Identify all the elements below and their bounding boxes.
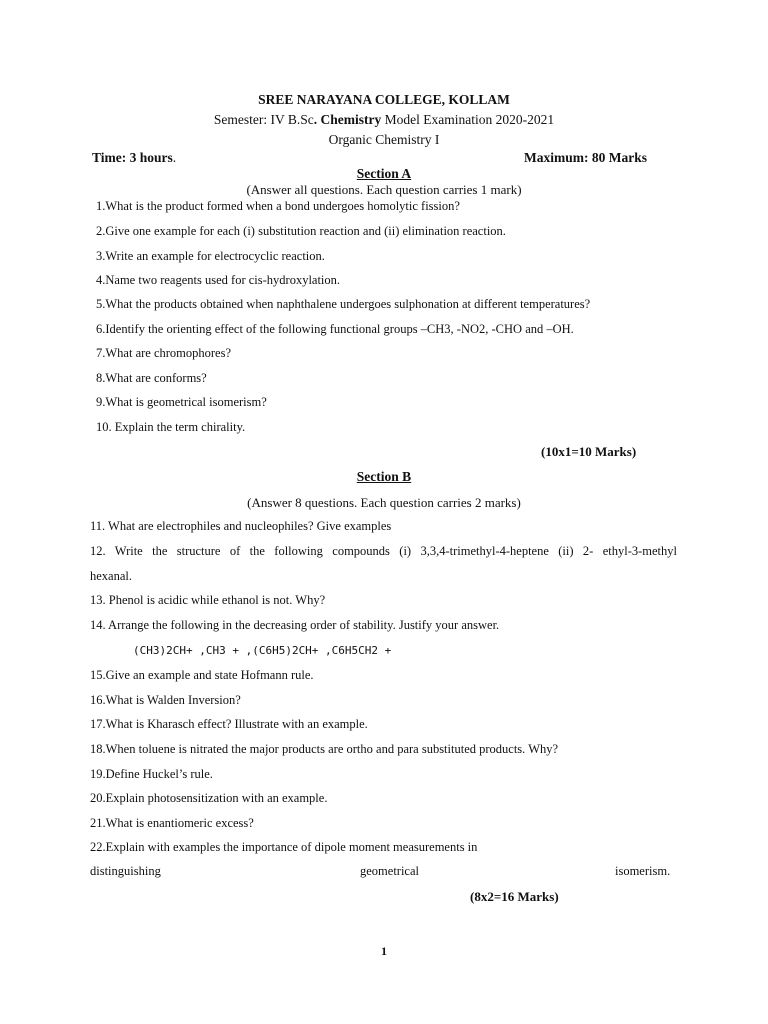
question-20: 20.Explain photosensitization with an example. — [90, 791, 328, 805]
question-22-word-isomerism: isomerism. — [615, 864, 671, 878]
question-12-line2: hexanal. — [90, 569, 132, 583]
question-18: 18.When toluene is nitrated the major products are ortho and para substituted products. Why? — [90, 742, 559, 756]
question-14-formula: (CH3)2CH+ ,CH3 + ,(C6H5)2CH+ ,C6H5CH2 + — [133, 644, 392, 657]
question-7: 7.What are chromophores? — [96, 346, 232, 360]
exam-name: Model Examination 2020-2021 — [384, 112, 555, 127]
question-22-word-distinguishing: distinguishing — [90, 864, 161, 878]
question-10: 10. Explain the term chirality. — [96, 420, 246, 434]
question-3: 3.Write an example for electrocyclic reaction. — [96, 249, 325, 263]
question-12-line1: 12. Write the structure of the following compounds (i) 3,3,4-trimethyl-4-heptene (ii) 2- ethyl-3-methyl — [90, 544, 677, 558]
question-17: 17.What is Kharasch effect? Illustrate with an example. — [90, 717, 368, 731]
question-1: 1.What is the product formed when a bond undergoes homolytic fission? — [96, 199, 460, 213]
college-name: SREE NARAYANA COLLEGE, KOLLAM — [258, 92, 510, 107]
time-dot: . — [172, 150, 177, 165]
question-8: 8.What are conforms? — [96, 371, 207, 385]
question-22-word-geometrical: geometrical — [360, 864, 419, 878]
section-a-instructions: (Answer all questions. Each question carries 1 mark) — [246, 182, 522, 197]
time-allowed — [92, 150, 176, 166]
section-a-title: Section A — [356, 166, 412, 181]
question-9: 9.What is geometrical isomerism? — [96, 395, 267, 409]
semester-label: Semester: IV B.Sc — [213, 112, 314, 127]
section-b-instructions: (Answer 8 questions. Each question carries 2 marks) — [247, 495, 521, 510]
section-b-marks: (8x2=16 Marks) — [470, 889, 559, 904]
question-14: 14. Arrange the following in the decreasing order of stability. Justify your answer. — [90, 618, 500, 632]
semester-dot: . — [313, 112, 318, 127]
question-21: 21.What is enantiomeric excess? — [90, 816, 254, 830]
page-number: 1 — [381, 944, 387, 958]
question-13: 13. Phenol is acidic while ethanol is not. Why? — [90, 593, 326, 607]
time-label: Time: 3 hours — [92, 150, 173, 165]
exam-line — [0, 112, 768, 128]
question-22-line1: 22.Explain with examples the importance of dipole moment measurements in — [90, 840, 478, 854]
question-11: 11. What are electrophiles and nucleophiles? Give examples — [90, 519, 392, 533]
question-16: 16.What is Walden Inversion? — [90, 693, 241, 707]
question-5: 5.What the products obtained when naphthalene undergoes sulphonation at different temperatures? — [96, 297, 591, 311]
question-15: 15.Give an example and state Hofmann rule. — [90, 668, 314, 682]
subject-name: Chemistry — [320, 112, 382, 127]
question-4: 4.Name two reagents used for cis-hydroxylation. — [96, 273, 341, 287]
question-19: 19.Define Huckel’s rule. — [90, 767, 213, 781]
paper-title: Organic Chemistry I — [328, 132, 440, 147]
section-b-title: Section B — [356, 469, 412, 484]
question-2: 2.Give one example for each (i) substitution reaction and (ii) elimination reaction. — [96, 224, 506, 238]
question-6: 6.Identify the orienting effect of the following functional groups –CH3, -NO2, -CHO and –OH. — [96, 322, 574, 336]
maximum-marks: Maximum: 80 Marks — [524, 150, 647, 165]
section-a-marks: (10x1=10 Marks) — [541, 444, 637, 459]
